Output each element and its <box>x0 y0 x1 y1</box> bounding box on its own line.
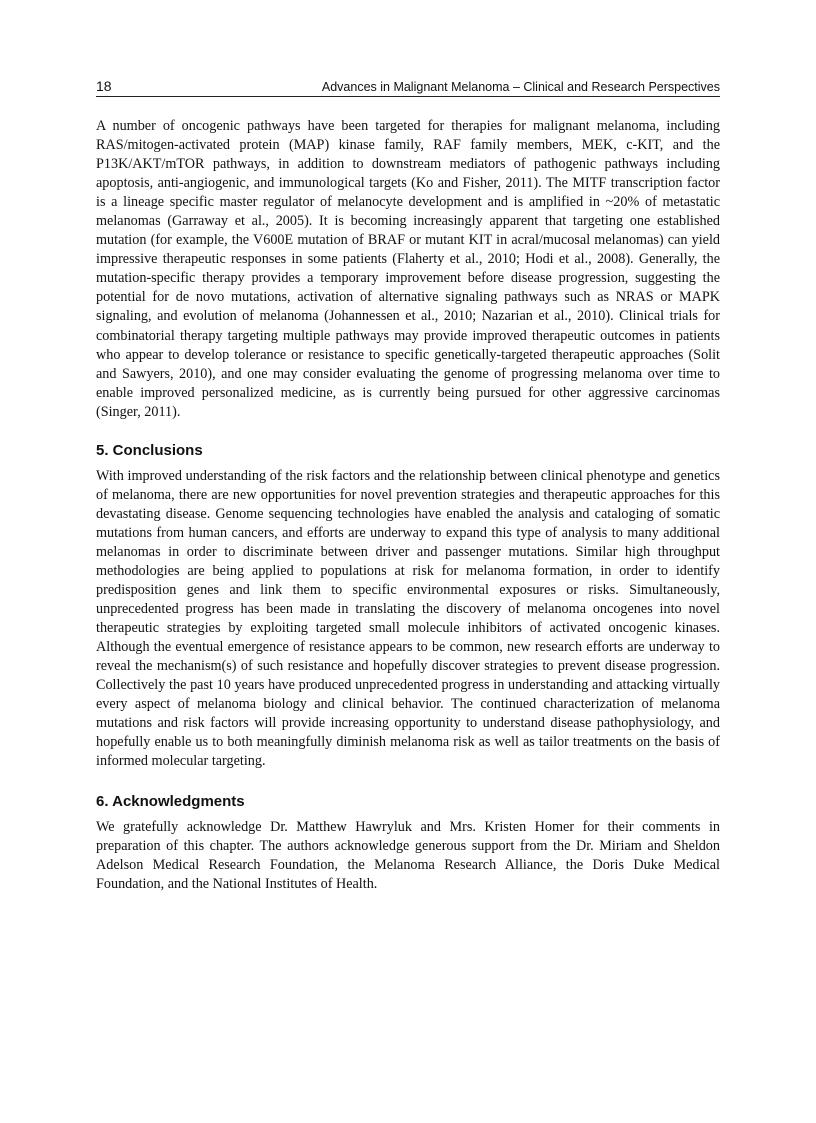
page-number: 18 <box>96 78 112 94</box>
body-paragraph-2: With improved understanding of the risk factors and the relationship between clinical phenotype and genetics of melanoma, there are new opportunities for novel prevention strategies and therapeutic approaches for this devastating disease. Genome sequencing technologies have enabled the analysis and cataloging of somatic mutations from human cancers, and efforts are underway to expand this type of analysis to many additional melanomas in order to discriminate between driver and passenger mutations. Similar high throughput methodologies are being applied to populations at risk for melanoma formation, in order to identify predisposition genes and link them to specific environmental exposures or risks. Simultaneously, unprecedented progress has been made in translating the discovery of melanoma oncogenes into novel therapeutic strategies by exploiting targeted small molecule inhibitors of activated oncogenic kinases. Although the eventual emergence of resistance appears to be common, new research efforts are underway to reveal the mechanism(s) of such resistance and hopefully discover strategies to prevent disease progression. Collectively the past 10 years have produced unprecedented progress in understanding and attacking virtually every aspect of melanoma biology and clinical behavior. The continued characterization of melanoma mutations and risk factors will provide increasing opportunity to understand disease pathophysiology, and hopefully enable us to both meaningfully diminish melanoma risk as well as tailor treatments on the basis of informed molecular targeting. <box>96 467 720 770</box>
section-heading-acknowledgments: 6. Acknowledgments <box>96 792 245 810</box>
body-paragraph-3: We gratefully acknowledge Dr. Matthew Hawryluk and Mrs. Kristen Homer for their comments in preparation of this chapter. The authors acknowledge generous support from the Dr. Miriam and Sheldon Adelson Medical Research Foundation, the Melanoma Research Alliance, the Doris Duke Medical Foundation, and the National Institutes of Health. <box>96 818 720 892</box>
section-heading-conclusions: 5. Conclusions <box>96 441 203 459</box>
running-title: Advances in Malignant Melanoma – Clinical and Research Perspectives <box>321 80 720 94</box>
document-page <box>96 78 720 894</box>
body-paragraph-1: A number of oncogenic pathways have been targeted for therapies for malignant melanoma, including RAS/mitogen-activated protein (MAP) kinase family, RAF family members, MEK, c-KIT, and the P13K/AKT/mTOR pathways, in addition to downstream mediators of pathogenic pathways including apoptosis, anti-angiogenic, and immunological targets (Ko and Fisher, 2011). The MITF transcription factor is a lineage specific master regulator of melanocyte development and is amplified in ~20% of metastatic melanomas (Garraway et al., 2005). It is becoming increasingly apparent that targeting one established mutation (for example, the V600E mutation of BRAF or mutant KIT in acral/mucosal melanomas) can yield impressive therapeutic responses in some patients (Flaherty et al., 2010; Hodi et al., 2008). Generally, the mutation-specific therapy provides a temporary improvement before disease progression, suggesting the potential for de novo mutations, activation of alternative signaling pathways such as NRAS or MAPK signaling, and evolution of melanoma (Johannessen et al., 2010; Nazarian et al., 2010). Clinical trials for combinatorial therapy targeting multiple pathways may provide improved therapeutic outcomes in patients who appear to develop tolerance or resistance to specific genetically-targeted therapeutic approaches (Solit and Sawyers, 2010), and one may consider evaluating the genome of progressing melanoma over time to enable improved personalized medicine, as is currently being pursued for other aggressive carcinomas (Singer, 2011). <box>96 118 720 420</box>
running-header <box>96 78 720 97</box>
